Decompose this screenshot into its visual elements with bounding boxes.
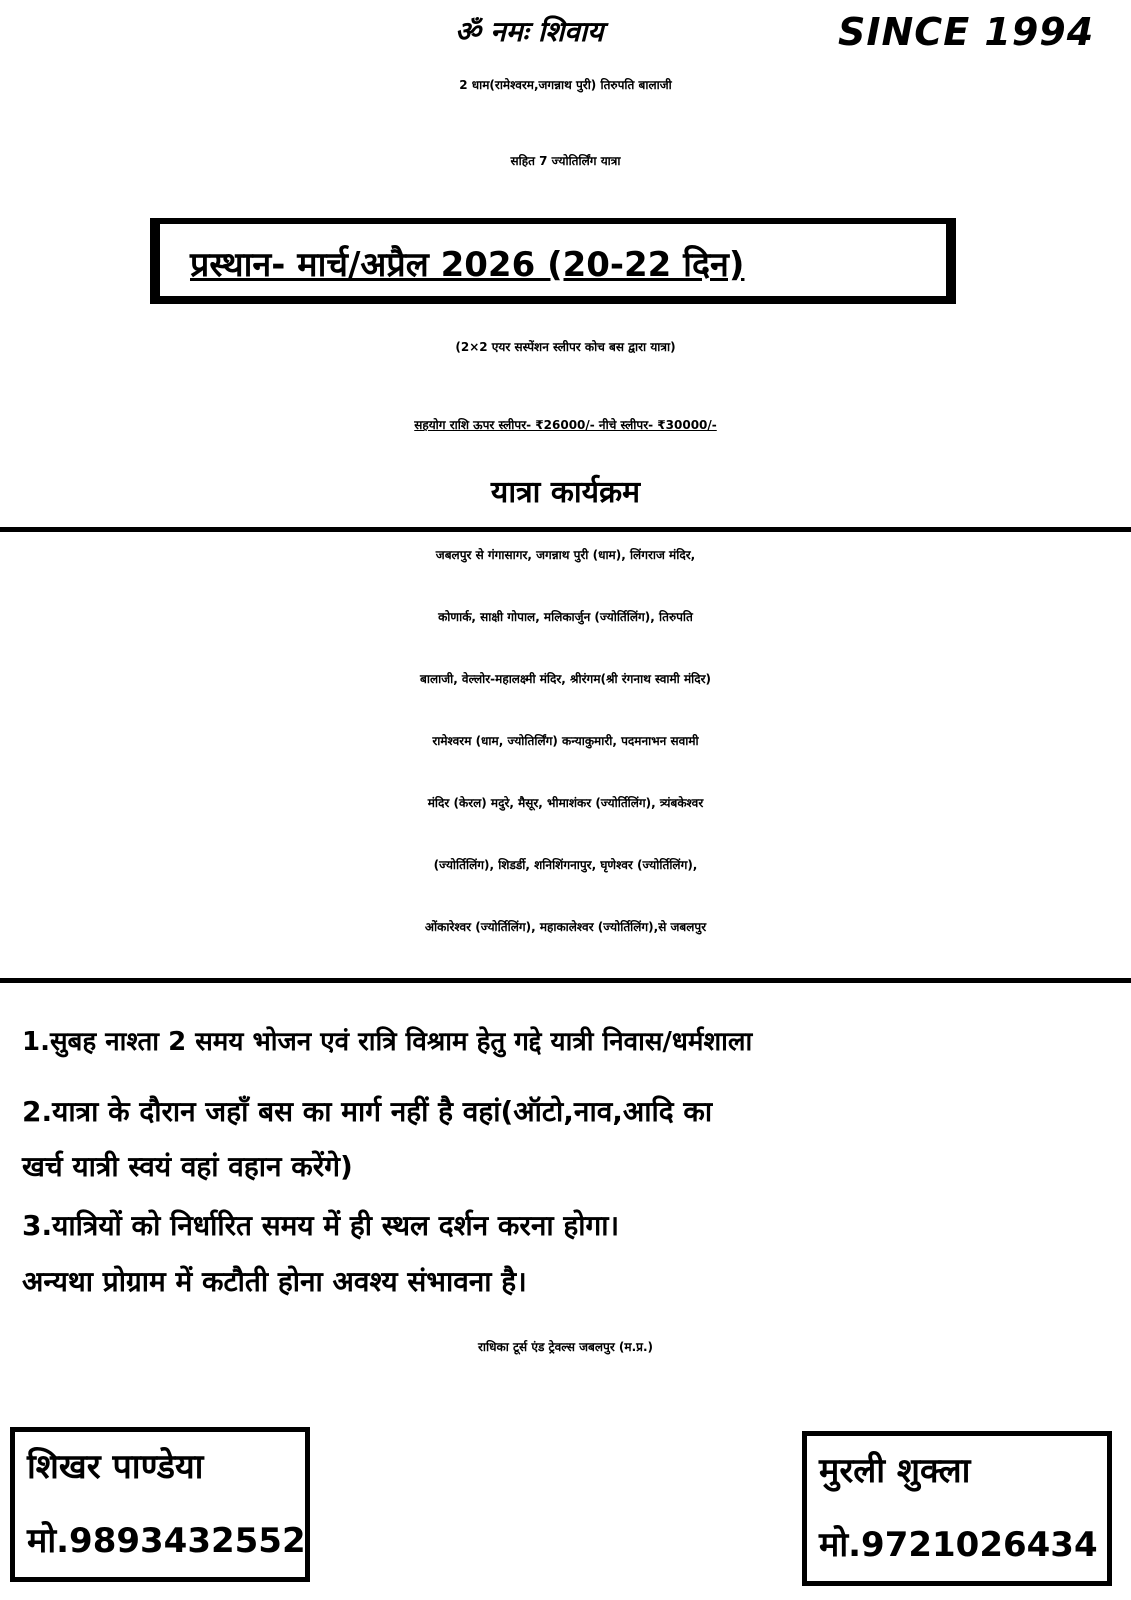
note-3: 3.यात्रियों को निर्धारित समय में ही स्थल दर्शन करना होगा। [22,1209,620,1242]
route-line: कोणार्क, साक्षी गोपाल, मलिकार्जुन (ज्योर्तिलिंग), तिरुपति [438,610,693,624]
route-line: ओंकारेश्वर (ज्योर्तिलिंग), महाकालेश्वर (ज्योर्तिलिंग),से जबलपुर [424,920,707,934]
divider-bottom [0,978,1131,983]
title-line-2: सहित 7 ज्योतिर्लिंग यात्रा [510,154,621,168]
note-2: 2.यात्रा के दौरान जहाँ बस का मार्ग नहीं है वहां(ऑटो,नाव,आदि का [22,1095,713,1128]
invocation-text: ॐ नमः शिवाय [455,15,604,48]
contact-phone: मो.9893432552 [27,1521,306,1561]
departure-box [150,218,956,304]
contact-card-1 [10,1427,310,1582]
note-1: 1.सुबह नाश्ता 2 समय भोजन एवं रात्रि विश्राम हेतु गद्दे यात्री निवास/धर्मशाला [22,1027,753,1057]
contact-name: मुरली शुक्ला [819,1451,971,1491]
company-name: राधिका टूर्स एंड ट्रेवल्स जबलपुर (म.प्र.) [477,1340,654,1354]
program-heading: यात्रा कार्यक्रम [490,475,641,510]
route-line: (ज्योर्तिलिंग), शिडर्डी, शनिशिंगनापुर, घृणेश्वर (ज्योर्तिलिंग), [433,858,698,872]
route-line: मंदिर (केरल) मदुरे, मैसूर, भीमाशंकर (ज्योर्तिलिंग), त्र्यंबकेश्वर [427,796,704,810]
departure-text: प्रस्थान- मार्च/अप्रैल 2026 (20-22 दिन) [190,245,745,285]
contact-phone: मो.9721026434 [819,1525,1098,1565]
bus-info: (2×2 एयर सस्पेंशन स्लीपर कोच बस द्वारा यात्रा) [455,340,676,354]
contact-name: शिखर पाण्डेया [27,1447,204,1487]
departure-box-inner [160,224,946,298]
note-3-continued: अन्यथा प्रोग्राम में कटौती होना अवश्य संभावना है। [22,1265,527,1298]
title-line-1: 2 धाम(रामेश्वरम,जगन्नाथ पुरी) तिरुपति बालाजी [459,78,672,92]
contact-card-2 [802,1431,1112,1586]
route-line: जबलपुर से गंगासागर, जगन्नाथ पुरी (धाम), लिंगराज मंदिर, [435,548,696,562]
divider-top [0,527,1131,532]
since-label: SINCE 1994 [838,10,1095,54]
route-line: रामेश्वरम (धाम, ज्योतिर्लिंग) कन्याकुमारी, पदमनाभन सवामी [432,734,699,748]
route-line: बालाजी, वेल्लोर-महालक्ष्मी मंदिर, श्रीरंगम(श्री रंगनाथ स्वामी मंदिर) [419,672,711,686]
fare-text: सहयोग राशि ऊपर स्लीपर- ₹26000/- नीचे स्लीपर- ₹30000/- [414,418,717,432]
note-2-continued: खर्च यात्री स्वयं वहां वहान करेंगे) [22,1150,353,1183]
